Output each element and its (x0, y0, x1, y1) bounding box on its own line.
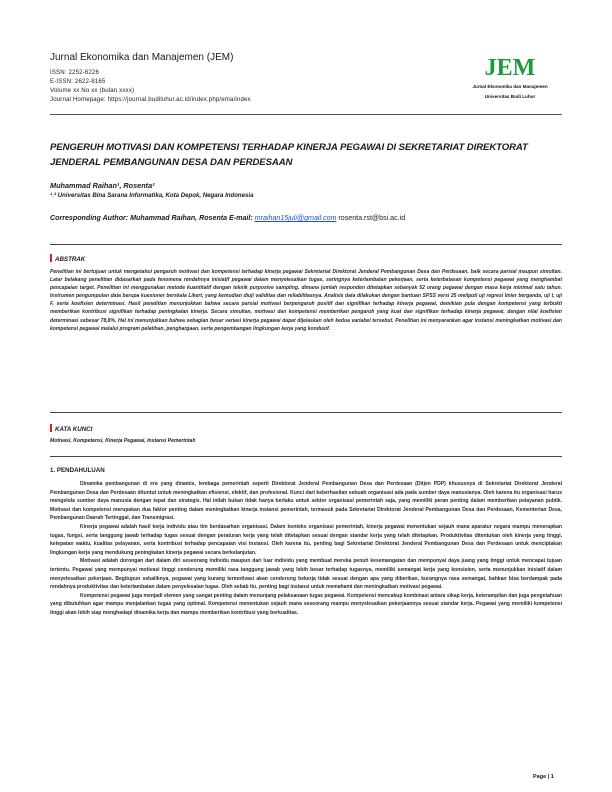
divider-abstract-top (50, 244, 562, 245)
paragraph: Dinamika pembangunan di era yang dinamis, lembaga pemerintah seperti Direktorat Jenderal Pembangunan Desa dan Perdesaan (Ditjen PDP) khususnya di Sekretariat Direktorat Jenderal Pembangunan Desa dan Perdesaan dituntut untuk meningkatkan efisiensi, efektif, dan profesional. Kunci dari keberhasilan sebuah organisasi ada pada sumber daya manusianya. Oleh karena itu organisasi harus mengelola sumber daya manusia dengan tepat dan strategis. Hal inilah bukan tidak hanya berlaku untuk sektor organisasi pemerintah saja, yang memiliki peran penting dalam memberikan pelayanan publik. Motivasi dan kompetensi merupakan dua faktor penting dalam meningkatkan kinerja instansi pemerintah, termasuk pada Sekretariat Direktorat Jenderal Pembangunan Desa dan Perdesaan, Kementerian Desa, Pembangunan Daerah Tertinggal, dan Transmigrasi. (50, 481, 562, 522)
header-divider (50, 114, 562, 115)
volume: Volume xx No xx (bulan xxxx) (50, 87, 135, 94)
divider-keywords-top (50, 412, 562, 413)
journal-homepage[interactable]: Journal Homepage: https://journal.budiluhur.ac.id/index.php/ema/index (50, 96, 251, 103)
journal-name: Jurnal Ekonomika dan Manajemen (JEM) (50, 52, 234, 63)
introduction-body (50, 480, 562, 618)
paper-title (50, 140, 560, 170)
email-2: rosenta.rst@bsi.ac.id (338, 214, 406, 222)
corresponding-author (50, 214, 562, 222)
paragraph: Kinerja pegawai adalah hasil kerja individu atau tim berdasarkan organisasi. Dalam konteks organisasi pemerintah, kinerja pegawai menentukan sejauh mana aparatur negara mampu menerapkan tugas, fungsi, serta tanggung jawab terhadap tugas sesuai dengan peraturan kerja yang telah ditetapkan sesuai dengan standar kerja yang telah ditetapkan. Produktivitas ditentukan oleh kinerja yang tinggi, ketepatan waktu, kualitas pelayanan, serta kontribusi terhadap pencapaian visi instansi. Oleh karena itu, penting bagi Sekretariat Direktorat Jenderal Pembangunan Desa dan Perdesaan untuk menciptakan lingkungan kerja yang mendukung peningkatan kinerja pegawai secara berkelanjutan. (50, 523, 562, 556)
section-heading: 1. PENDAHULUAN (50, 467, 105, 474)
logo-mark: JEM (484, 55, 536, 81)
logo-subtitle-1: Jurnal Ekonomika dan Manajemen (472, 84, 548, 89)
affiliation: ¹˒² Universitas Bina Sarana Informatika, Kota Depok, Negara Indonesia (50, 192, 254, 199)
title-line-1: PENGERUH MOTIVASI DAN KOMPETENSI TERHADAP KINERJA PEGAWAI DI SEKRETARIAT DIREKTORAT (50, 142, 528, 153)
paragraph: Kompetensi pegawai juga menjadi elemen yang sangat penting dalam menunjang pelaksanaan tugas pegawai. Kompetensi mencakup kombinasi antara sikap kerja, keterampilan dan juga pengetahuan yang dibutuhkan agar mampu menjalankan tugas yang optimal. Kompetensi menentukan sejauh mana seseorang mampu menyelesaikan pekerjaannya sesuai standar kerja. Pegawai yang memiliki kompetensi tinggi akan lebih siap menghadapi dinamika kerja dan mampu memberikan kontribusi yang berkualitas. (50, 592, 562, 616)
paragraph: Motivasi adalah dorongan dari dalam diri seseorang individu maupun dari luar individu yang membuat mereka penuh kesemangatan dan mempunyai daya juang yang tinggi untuk mencapai tujuan tertentu. Pegawai yang mempunyai motivasi tinggi cenderung memiliki rasa tanggung jawab yang lebih besar terhadap tugasnya, memiliki semangat kerja yang konsisten, serta menunjukkan inisiatif dalam menyelesaikan pekerjaan. Begitupun sebaliknya, pegawai yang kurang termotivasi akan cenderung bekerja tidak sesuai dengan apa yang diberikan, kurangnya rasa semangat, bahkan bisa berdampak pada rendahnya produktivitas dan keterlambatan dalam penyelesaian tugas. Oleh sebab itu, penting bagi instansi untuk memahami dan meningkatkan motivasi pegawai. (50, 558, 562, 591)
title-line-2: JENDERAL PEMBANGUNAN DESA DAN PERDESAAN (50, 157, 293, 168)
keywords-text: Motivasi, Kompetensi, Kinerja Pegawai, Instansi Pemerintah (50, 438, 196, 444)
authors: Muhammad Raihan¹, Rosenta² (50, 181, 155, 190)
issn: ISSN: 2252-6226 (50, 69, 100, 76)
accent-bar (50, 424, 52, 432)
email-link-1[interactable]: mraihan15juli@gmail.com (254, 214, 337, 222)
corresponding-label: Corresponding Author: Muhammad Raihan, Rosenta E-mail: (50, 214, 253, 222)
logo-subtitle-2: Universitas Budi Luhur (484, 94, 536, 99)
accent-bar (50, 254, 52, 262)
divider-intro-top (50, 456, 562, 457)
journal-header (50, 52, 562, 114)
page-number: Page | 1 (533, 774, 554, 780)
abstract-text: Penelitian ini bertujuan untuk mengetahui pengaruh motivasi dan kompetensi terhadap kinerja pegawai Sekretariat Direktorat Jenderal Pembangunan Desa dan Perdesaan, baik secara parsial maupun simultan. Latar belakang penelitian didasarkan pada fenomena rendahnya inisiatif pegawai dalam menyelesaikan tugas, seringnya keterlambatan pekerjaan, serta keterbatasan kompetensi pegawai yang menghambat pencapaian target. Penelitian ini menggunakan metode kuantitatif dengan teknik purposive sampling, dimana jumlah responden ditetapkan sebanyak 52 orang pegawai dengan masa kerja minimal satu tahun. Instrumen pengumpulan data berupa kuesioner berskala Likert, yang kemudian diuji validitas dan reliabilitasnya. Analisis data dilakukan dengan bantuan SPSS versi 25 meliputi uji regresi linier berganda, uji t, uji F, serta koefisien determinasi. Hasil penelitian menunjukkan bahwa secara parsial motivasi berpengaruh positif dan signifikan terhadap kinerja pegawai, demikian pula dengan kompetensi yang terbukti memberikan kontribusi signifikan terhadap peningkatan kinerja. Secara simultan, motivasi dan kompetensi memberikan pengaruh yang kuat dan signifikan terhadap kinerja pegawai, dengan nilai koefisien determinasi sebesar 78,8%. Hal ini menunjukkan bahwa sebagian besar variasi kinerja pegawai dapat dijelaskan oleh kedua variabel tersebut. Penelitian ini menyarankan agar instansi meningkatkan motivasi dan kompetensi pegawai melalui program pelatihan, penghargaan, serta pengembangan lingkungan kerja yang kondusif. (50, 269, 562, 332)
abstract-label: ABSTRAK (50, 254, 85, 263)
jem-logo (460, 56, 560, 100)
keywords-label: KATA KUNCI (50, 424, 92, 433)
eissn: E-ISSN: 2622-8165 (50, 78, 106, 85)
